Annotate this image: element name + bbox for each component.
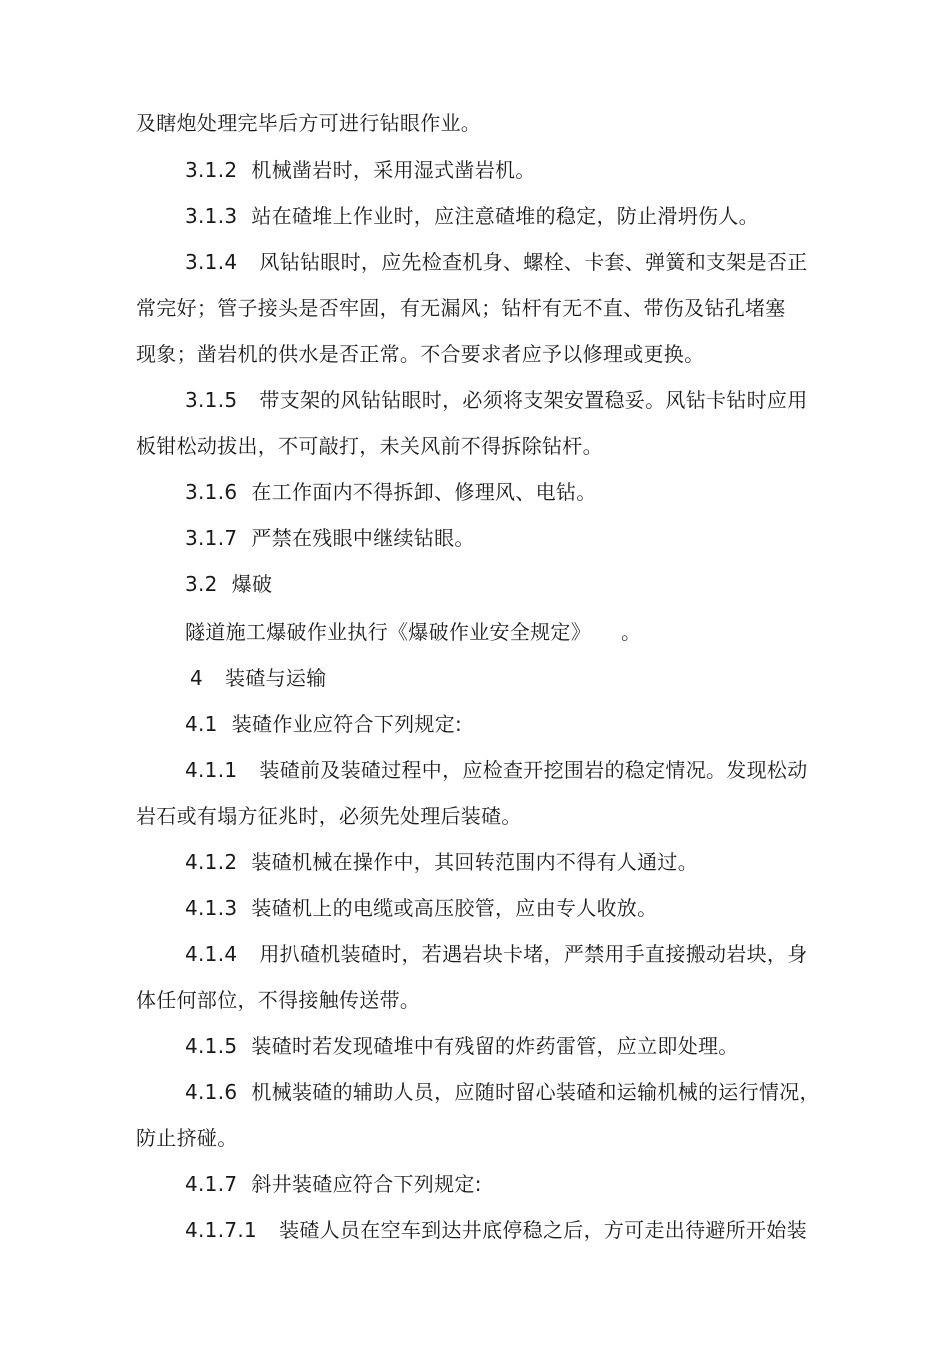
paragraph-line <box>136 295 786 321</box>
clause-4-1-7 <box>185 1171 482 1197</box>
clause-4-1-6 <box>185 1079 820 1105</box>
section-number: 4 <box>190 666 204 690</box>
clause-text: 用扒碴机装碴时，若遇岩块卡堵，严禁用手直接搬动岩块，身 <box>259 942 808 966</box>
clause-3-1-6 <box>185 479 597 505</box>
paragraph-line <box>136 803 522 829</box>
clause-number: 4.1.4 <box>185 942 238 966</box>
clause-text: 严禁在残眼中继续钻眼。 <box>251 526 475 550</box>
clause-text: 装碴前及装碴过程中，应检查开挖围岩的稳定情况。发现松动 <box>259 758 808 782</box>
clause-number: 4.1.7.1 <box>185 1218 258 1242</box>
line-text: 现象；凿岩机的供水是否正常。不合要求者应予以修理或更换。 <box>136 342 705 366</box>
line-text: 岩石或有塌方征兆时，必须先处理后装碴。 <box>136 804 522 828</box>
clause-4-1-7-1 <box>185 1217 807 1243</box>
clause-3-1-3 <box>185 203 759 229</box>
clause-number: 3.1.7 <box>185 526 238 550</box>
paragraph-line <box>136 341 704 367</box>
clause-text: 斜井装碴应符合下列规定: <box>251 1172 482 1196</box>
clause-text: 在工作面内不得拆卸、修理风、电钻。 <box>251 480 597 504</box>
clause-4-1-3 <box>185 895 657 921</box>
clause-3-1-7 <box>185 525 475 551</box>
clause-number: 3.1.5 <box>185 388 238 412</box>
trailing-period: 。 <box>621 620 642 644</box>
clause-number: 4.1.3 <box>185 896 238 920</box>
paragraph-line <box>136 110 481 136</box>
paragraph-line <box>136 987 420 1013</box>
clause-4-1-2 <box>185 849 698 875</box>
blasting-rule-line <box>185 619 641 645</box>
section-4-heading <box>190 665 327 691</box>
clause-text: 站在碴堆上作业时，应注意碴堆的稳定，防止滑坍伤人。 <box>251 204 759 228</box>
clause-text: 带支架的风钻钻眼时，必须将支架安置稳妥。风钻卡钻时应用 <box>259 388 808 412</box>
clause-3-1-5 <box>185 387 808 413</box>
line-text: 及瞎炮处理完毕后方可进行钻眼作业。 <box>136 111 482 135</box>
clause-number: 3.1.3 <box>185 204 238 228</box>
section-3-2-heading <box>185 571 272 597</box>
clause-text: 装碴机上的电缆或高压胶管，应由专人收放。 <box>251 896 658 920</box>
clause-number: 4.1.7 <box>185 1172 238 1196</box>
paragraph-line <box>136 1125 238 1151</box>
section-title: 装碴作业应符合下列规定: <box>231 712 463 736</box>
section-title: 装碴与运输 <box>225 666 327 690</box>
clause-text: 机械装碴的辅助人员，应随时留心装碴和运输机械的运行情况， <box>251 1080 820 1104</box>
clause-4-1-5 <box>185 1033 739 1059</box>
section-number: 4.1 <box>185 712 218 736</box>
clause-3-1-2 <box>185 157 536 183</box>
clause-text: 装碴人员在空车到达井底停稳之后，方可走出待避所开始装 <box>279 1218 807 1242</box>
clause-text: 机械凿岩时，采用湿式凿岩机。 <box>251 158 536 182</box>
line-text: 常完好；管子接头是否牢固，有无漏风；钻杆有无不直、带伤及钻孔堵塞 <box>136 296 786 320</box>
clause-4-1-4 <box>185 941 808 967</box>
clause-4-1-1 <box>185 757 808 783</box>
section-title: 爆破 <box>231 572 273 596</box>
clause-number: 4.1.5 <box>185 1034 238 1058</box>
clause-number: 3.1.6 <box>185 480 238 504</box>
clause-number: 3.1.2 <box>185 158 238 182</box>
clause-number: 4.1.1 <box>185 758 238 782</box>
clause-text: 风钻钻眼时，应先检查机身、螺栓、卡套、弹簧和支架是否正 <box>259 250 808 274</box>
clause-number: 4.1.6 <box>185 1080 238 1104</box>
clause-text: 装碴时若发现碴堆中有残留的炸药雷管，应立即处理。 <box>251 1034 739 1058</box>
line-text: 防止挤碰。 <box>136 1126 238 1150</box>
section-number: 3.2 <box>185 572 218 596</box>
paragraph-line <box>136 433 603 459</box>
line-text: 体任何部位，不得接触传送带。 <box>136 988 421 1012</box>
clause-3-1-4 <box>185 249 808 275</box>
clause-number: 3.1.4 <box>185 250 238 274</box>
clause-text: 装碴机械在操作中，其回转范围内不得有人通过。 <box>251 850 698 874</box>
line-text: 板钳松动拔出，不可敲打，未关风前不得拆除钻杆。 <box>136 434 603 458</box>
line-text: 隧道施工爆破作业执行《爆破作业安全规定》 <box>185 620 591 644</box>
section-4-1 <box>185 711 462 737</box>
clause-number: 4.1.2 <box>185 850 238 874</box>
